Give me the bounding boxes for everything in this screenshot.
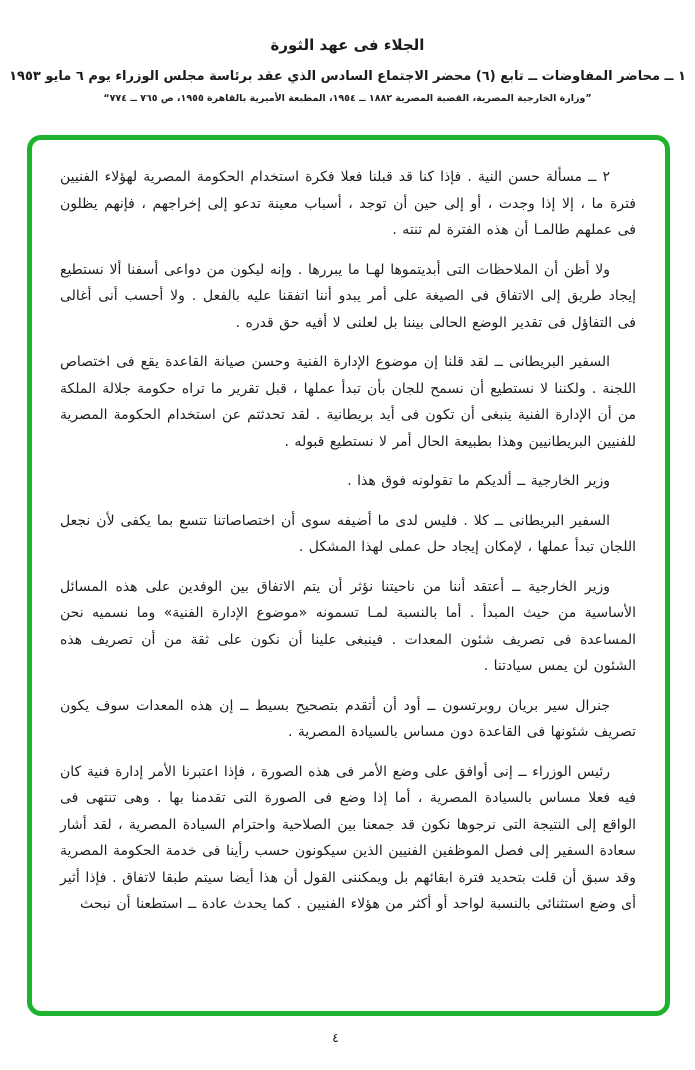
document-title: الجلاء فى عهد الثورة bbox=[270, 36, 425, 54]
paragraph-foreign-minister-1: وزير الخارجية ــ ألديكم ما تقولونه فوق هذا . bbox=[347, 473, 610, 489]
paragraph-good-faith: ٢ ــ مسألة حسن النية . فإذا كنا قد قبلنا فعلا فكرة استخدام الحكومة المصرية لهؤلاء الفنيين فترة ما ، إلا إذا وجدت ، أو إلى حين أن توجد ، أسباب معينة تدعو إلى إخراجهم ، فإنهم يظلون فى عملهم طالمـا أن هذه الفترة لم تنته . bbox=[60, 169, 636, 238]
document-header bbox=[0, 0, 695, 104]
paragraph-british-ambassador-2: السفير البريطانى ــ كلا . فليس لدى ما أضيفه سوى أن اختصاصاتنا تتسع بما يكفى لأن نجعل اللجان تبدأ عملها ، لإمكان إيجاد حل عملى لهذا المشكل . bbox=[60, 512, 636, 555]
page-number: ٤ bbox=[332, 1031, 339, 1045]
paragraph-british-ambassador-1: السفير البريطانى ــ لقد قلنا إن موضوع الإدارة الفنية وحسن صيانة القاعدة يقع فى اختصاص اللجنة . ولكننا لا نستطيع أن نسمح للجان بأن تبدأ عملها ، قبل تقرير ما تراه حكومة جلالة الملكة من أن الإدارة الفنية ينبغى أن تكون فى أيد بريطانية . لقد تحدثتم عن استخدام الحكومة المصرية للفنيين البريطانيين وهذا بطبيعة الحال أمر لا نستطيع قبوله . bbox=[60, 354, 636, 450]
document-subtitle: ١ ــ محاضر المفاوضات ــ تابع (٦) محضر الاجتماع السادس الذي عقد برئاسة مجلس الوزراء يوم ٦ مايو ١٩٥٣ bbox=[9, 69, 686, 84]
paragraph-remarks: ولا أظن أن الملاحظات التى أبديتموها لهـا ما يبررها . وإنه ليكون من دواعى أسفنا ألا نستطيع إيجاد طريق إلى الاتفاق فى الصيغة على أمر يبدو أننا اتفقنا عليه بالفعل . ولا أحسب أنى أغالى فى التفاؤل فى تقدير الوضع الحالى بيننا بل لعلنى لا أفيه حق قدره . bbox=[60, 261, 636, 331]
highlighted-text-box bbox=[27, 135, 670, 1016]
paragraph-foreign-minister-2: وزير الخارجية ــ أعتقد أننا من ناحيتنا نؤثر أن يتم الاتفاق بين الوفدين على هذه المسائل الأساسية من حيث المبدأ . أما بالنسبة لمـا تسمونه «موضوع الإدارة الفنية» وما نسميه نحن المساعدة فى تصريف شئون المعدات . فينبغى علينا أن نكون على ثقة من أن تصريف هذه الشئون لن يمس سيادتنا . bbox=[60, 578, 636, 674]
paragraph-general-robertson: جنرال سير بريان روبرتسون ــ أود أن أتقدم بتصحيح بسيط ــ إن هذه المعدات سوف يكون تصريف شئونها فى القاعدة دون مساس بالسيادة المصرية . bbox=[60, 697, 636, 740]
paragraph-prime-minister: رئيس الوزراء ــ إنى أوافق على وضع الأمر فى هذه الصورة ، فإذا اعتبرنا الأمر إدارة فنية كان فيه فعلا مساس بالسيادة المصرية ، أما إذا وضع فى الصورة التى تقدمنا بها . وهى تنتهى فى الواقع إلى النتيجة التى نرجوها نكون قد جمعنا بين الصلاحية واحترام السيادة المصرية ، لقد أشار سعادة السفير إلى فصل الموظفين الفنيين الذين سيكونون حسب رأينا فى خدمة الحكومة المصرية وقد سبق أن قلت بتحديد فترة ابقائهم بل ويمكننى القول أن هذا أيضا سيتم طبقا لاتفاق . فإذا أثير أى وضع استثنائى بالنسبة لواحد أو أكثر من هؤلاء الفنيين . كما يحدث عادة ــ استطعنا أن نبحث bbox=[60, 763, 636, 912]
source-citation: ”وزارة الخارجية المصرية، القضية المصرية ١٨٨٢ ــ ١٩٥٤، المطبعة الأميرية بالقاهرة ١٩٥٥، ص ٧٦٥ ــ ٧٧٤“ bbox=[103, 93, 592, 104]
